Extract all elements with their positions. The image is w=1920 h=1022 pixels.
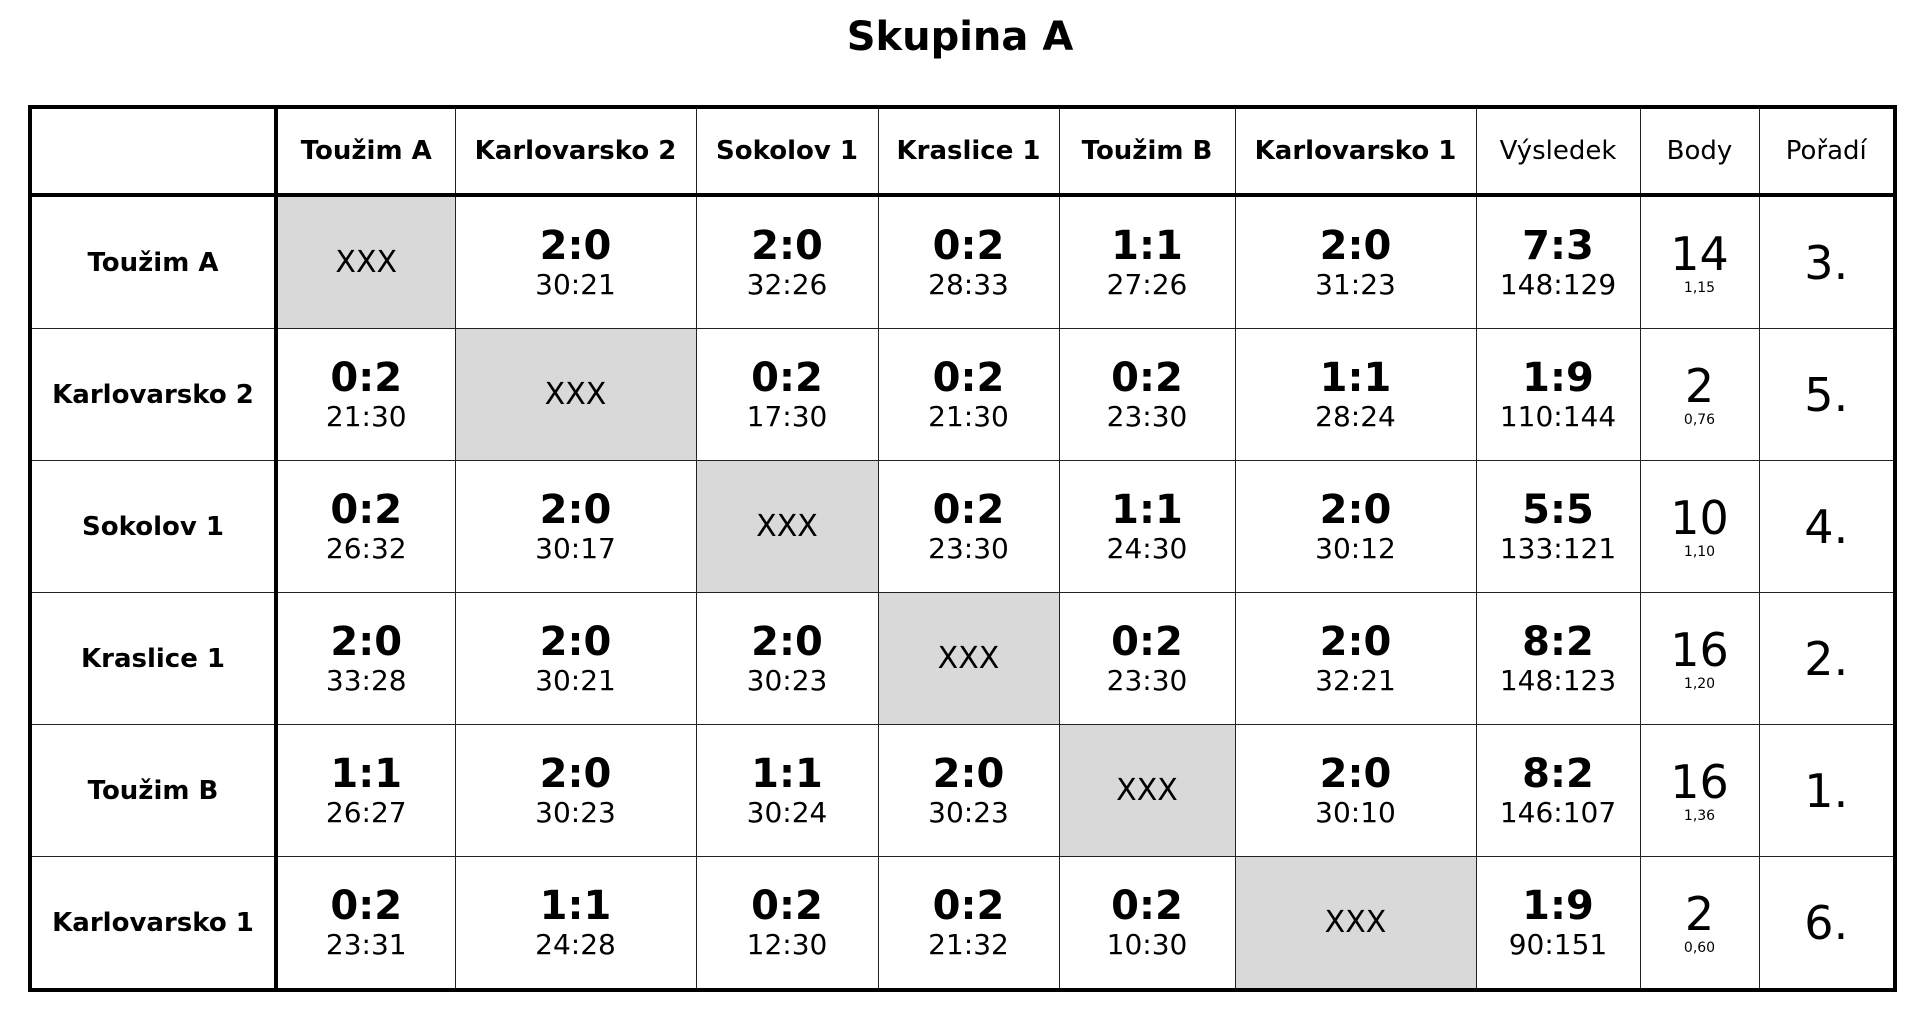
table-row (30, 461, 1895, 593)
match-cell (276, 461, 455, 593)
match-score: 31:23 (1315, 267, 1396, 301)
diagonal-cell: XXX (455, 329, 696, 461)
match-score: 33:28 (325, 663, 407, 697)
match-result: 2:0 (1319, 222, 1392, 269)
header-team: Karlovarsko 1 (1235, 107, 1476, 195)
match-cell (1235, 593, 1476, 725)
match-result: 2:0 (1319, 618, 1392, 665)
match-score: 21:30 (928, 399, 1009, 433)
result-cell (1476, 329, 1640, 461)
match-cell (1235, 195, 1476, 329)
match-cell (878, 329, 1059, 461)
match-result: 0:2 (932, 354, 1005, 401)
match-score: 23:30 (928, 531, 1009, 565)
match-score: 30:21 (535, 663, 616, 697)
row-team-name: Sokolov 1 (30, 461, 276, 593)
table-row (30, 195, 1895, 329)
match-cell (455, 461, 696, 593)
match-result: 0:2 (1111, 882, 1183, 929)
diagonal-cell: XXX (696, 461, 878, 593)
header-team: Toužim B (1059, 107, 1235, 195)
match-result: 2:0 (539, 222, 612, 269)
match-cell (1235, 461, 1476, 593)
match-score: 10:30 (1106, 927, 1188, 961)
corner-cell (30, 107, 276, 195)
row-team-name: Toužim B (30, 725, 276, 857)
match-result: 0:2 (330, 354, 403, 401)
match-cell (455, 725, 696, 857)
total-result: 8:2 (1522, 750, 1594, 797)
total-score: 148:129 (1499, 267, 1617, 301)
rank-cell: 4. (1759, 461, 1895, 593)
match-score: 30:24 (746, 795, 828, 829)
match-cell (455, 593, 696, 725)
match-result: 2:0 (539, 618, 612, 665)
rank-cell: 2. (1759, 593, 1895, 725)
table-row (30, 593, 1895, 725)
header-team: Toužim A (276, 107, 455, 195)
result-cell (1476, 461, 1640, 593)
match-cell (1059, 461, 1235, 593)
match-result: 2:0 (330, 618, 403, 665)
standings-table (28, 105, 1897, 992)
match-result: 0:2 (751, 354, 823, 401)
header-team: Kraslice 1 (878, 107, 1059, 195)
match-cell (1059, 857, 1235, 991)
total-score: 110:144 (1499, 399, 1617, 433)
points-ratio: 1,20 (1683, 675, 1716, 692)
total-result: 7:3 (1522, 222, 1594, 269)
header-team: Sokolov 1 (696, 107, 878, 195)
total-result: 1:9 (1522, 882, 1594, 929)
total-result: 8:2 (1522, 618, 1594, 665)
match-result: 1:1 (1111, 486, 1183, 533)
match-result: 0:2 (751, 882, 823, 929)
table-row (30, 857, 1895, 991)
row-team-name: Kraslice 1 (30, 593, 276, 725)
match-score: 24:30 (1106, 531, 1188, 565)
diagonal-cell: XXX (1059, 725, 1235, 857)
points-value: 14 (1670, 226, 1729, 281)
match-result: 0:2 (330, 486, 403, 533)
points-cell (1640, 857, 1759, 991)
points-ratio: 0,60 (1683, 939, 1716, 956)
match-result: 2:0 (932, 750, 1005, 797)
result-cell (1476, 725, 1640, 857)
points-ratio: 1,10 (1683, 543, 1716, 560)
points-cell (1640, 195, 1759, 329)
match-result: 1:1 (751, 750, 823, 797)
match-cell (696, 857, 878, 991)
points-value: 10 (1670, 490, 1729, 545)
total-score: 133:121 (1499, 531, 1617, 565)
match-cell (878, 461, 1059, 593)
match-result: 2:0 (751, 222, 823, 269)
header-points: Body (1640, 107, 1759, 195)
match-result: 1:1 (330, 750, 403, 797)
match-result: 2:0 (539, 750, 612, 797)
points-value: 16 (1670, 754, 1729, 809)
match-cell (878, 725, 1059, 857)
points-ratio: 1,36 (1683, 807, 1716, 824)
match-cell (696, 329, 878, 461)
match-cell (696, 195, 878, 329)
match-cell (276, 593, 455, 725)
match-cell (276, 329, 455, 461)
points-ratio: 1,15 (1683, 279, 1716, 296)
points-value: 16 (1670, 622, 1729, 677)
match-score: 23:30 (1106, 663, 1188, 697)
match-score: 21:30 (325, 399, 407, 433)
table-row (30, 329, 1895, 461)
match-cell (276, 857, 455, 991)
match-score: 21:32 (928, 927, 1009, 961)
header-row (30, 107, 1895, 195)
result-cell (1476, 593, 1640, 725)
match-score: 26:32 (325, 531, 407, 565)
points-cell (1640, 725, 1759, 857)
match-cell (276, 725, 455, 857)
match-result: 0:2 (932, 882, 1005, 929)
row-team-name: Karlovarsko 1 (30, 857, 276, 991)
row-team-name: Karlovarsko 2 (30, 329, 276, 461)
match-score: 30:10 (1315, 795, 1396, 829)
diagonal-cell: XXX (1235, 857, 1476, 991)
total-result: 1:9 (1522, 354, 1594, 401)
match-result: 0:2 (1111, 618, 1183, 665)
match-cell (1235, 329, 1476, 461)
rank-cell: 3. (1759, 195, 1895, 329)
result-cell (1476, 857, 1640, 991)
total-result: 5:5 (1522, 486, 1594, 533)
header-rank: Pořadí (1759, 107, 1895, 195)
match-cell (1059, 329, 1235, 461)
match-result: 1:1 (1111, 222, 1183, 269)
total-score: 148:123 (1499, 663, 1617, 697)
page-title: Skupina A (846, 14, 1074, 60)
match-result: 0:2 (932, 222, 1005, 269)
header-result: Výsledek (1476, 107, 1640, 195)
match-score: 30:23 (535, 795, 616, 829)
total-score: 90:151 (1508, 927, 1608, 961)
match-result: 2:0 (1319, 750, 1392, 797)
match-result: 2:0 (539, 486, 612, 533)
match-score: 32:26 (746, 267, 828, 301)
table-row (30, 725, 1895, 857)
points-value: 2 (1684, 358, 1715, 413)
match-result: 1:1 (539, 882, 612, 929)
match-result: 0:2 (932, 486, 1005, 533)
match-score: 26:27 (325, 795, 407, 829)
match-cell (1235, 725, 1476, 857)
match-score: 30:17 (535, 531, 616, 565)
match-score: 23:31 (325, 927, 407, 961)
total-score: 146:107 (1499, 795, 1617, 829)
match-result: 0:2 (1111, 354, 1183, 401)
match-score: 28:33 (928, 267, 1009, 301)
diagonal-cell: XXX (878, 593, 1059, 725)
match-score: 30:23 (928, 795, 1009, 829)
match-result: 2:0 (751, 618, 823, 665)
match-score: 12:30 (746, 927, 828, 961)
match-score: 17:30 (746, 399, 828, 433)
match-score: 30:21 (535, 267, 616, 301)
result-cell (1476, 195, 1640, 329)
match-score: 30:12 (1315, 531, 1396, 565)
match-cell (878, 857, 1059, 991)
diagonal-cell: XXX (276, 195, 455, 329)
match-cell (878, 195, 1059, 329)
header-team: Karlovarsko 2 (455, 107, 696, 195)
match-score: 24:28 (535, 927, 616, 961)
match-result: 0:2 (330, 882, 403, 929)
points-value: 2 (1684, 886, 1715, 941)
match-cell (455, 857, 696, 991)
points-cell (1640, 593, 1759, 725)
rank-cell: 6. (1759, 857, 1895, 991)
match-cell (696, 725, 878, 857)
match-score: 27:26 (1106, 267, 1188, 301)
match-result: 1:1 (1319, 354, 1392, 401)
rank-cell: 1. (1759, 725, 1895, 857)
match-score: 32:21 (1315, 663, 1396, 697)
match-cell (455, 195, 696, 329)
row-team-name: Toužim A (30, 195, 276, 329)
rank-cell: 5. (1759, 329, 1895, 461)
points-cell (1640, 461, 1759, 593)
match-cell (1059, 593, 1235, 725)
match-cell (696, 593, 878, 725)
points-ratio: 0,76 (1683, 411, 1716, 428)
match-score: 30:23 (746, 663, 828, 697)
match-result: 2:0 (1319, 486, 1392, 533)
match-cell (1059, 195, 1235, 329)
match-score: 28:24 (1315, 399, 1396, 433)
points-cell (1640, 329, 1759, 461)
match-score: 23:30 (1106, 399, 1188, 433)
